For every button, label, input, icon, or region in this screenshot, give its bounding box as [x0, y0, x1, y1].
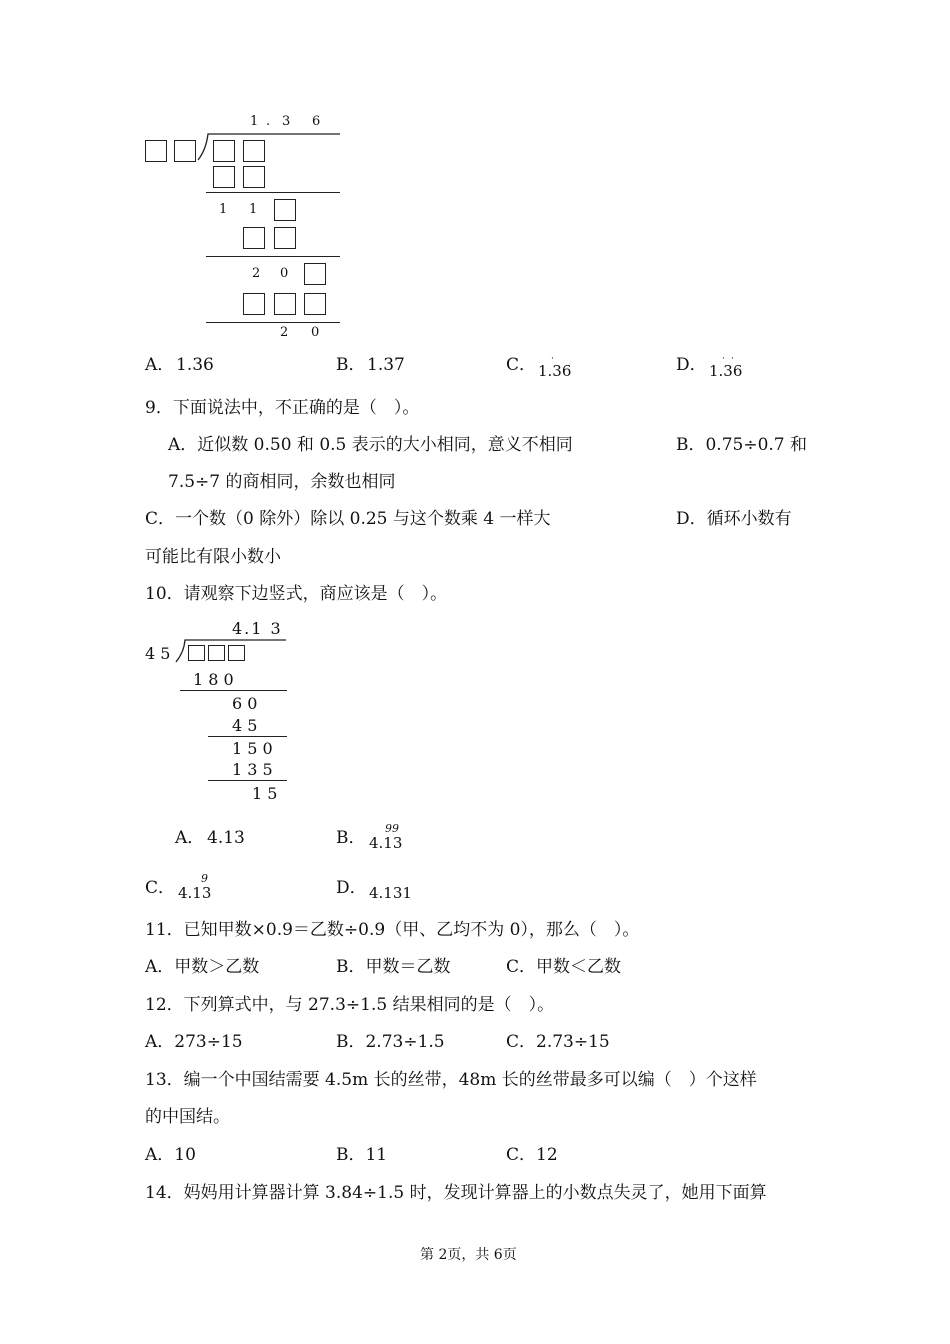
q8-option-d-label: D．	[676, 355, 707, 375]
q10-stem: 10．请观察下边竖式，商应该是（ ）。	[145, 584, 448, 604]
q8-option-c[interactable]: 1.36	[538, 362, 572, 380]
q10-option-a[interactable]: 4.13	[207, 828, 245, 848]
q14-stem: 14．妈妈用计算器计算 3.84÷1.5 时，发现计算器上的小数点失灵了，她用下面算	[145, 1183, 767, 1203]
q9-option-b-cont: 7.5÷7 的商相同，余数也相同	[168, 472, 396, 492]
q10-option-b-sup: 99	[385, 822, 399, 835]
q11-option-b[interactable]: B．甲数＝乙数	[336, 957, 451, 977]
q8-digit: 1	[249, 202, 258, 217]
repeating-dot: ·	[551, 354, 554, 364]
q10-row: 1 8 0	[193, 670, 234, 689]
repeating-dot: ·	[731, 354, 734, 364]
q9-option-d[interactable]: D．循环小数有	[676, 509, 792, 529]
q11-option-a[interactable]: A．甲数＞乙数	[145, 957, 260, 977]
q10-row: 1 3 5	[232, 760, 273, 779]
q10-option-d[interactable]: 4.131	[369, 884, 412, 902]
q10-line	[180, 690, 287, 691]
q10-option-c-label: C．	[145, 878, 176, 898]
q10-line	[208, 780, 287, 781]
q8-remainder-digit: 2	[280, 325, 289, 340]
q10-option-a-label: A．	[175, 828, 205, 848]
q10-dividend-box[interactable]	[188, 645, 205, 661]
q9-option-b[interactable]: B．0.75÷0.7 和	[676, 435, 808, 455]
q8-option-c-label: C．	[506, 355, 537, 375]
q12-option-a[interactable]: A．273÷15	[145, 1032, 243, 1052]
q8-digit: 2	[252, 266, 261, 281]
q8-remainder-digit: 0	[311, 325, 320, 340]
q8-option-a[interactable]: 1.36	[176, 355, 214, 375]
repeating-dot: ·	[722, 354, 725, 364]
q10-line	[208, 736, 287, 737]
q8-quotient-digit: 1	[250, 114, 259, 129]
q13-stem: 13．编一个中国结需要 4.5m 长的丝带，48m 长的丝带最多可以编（ ）个这样	[145, 1070, 757, 1090]
q9-option-a[interactable]: A．近似数 0.50 和 0.5 表示的大小相同，意义不相同	[168, 435, 573, 455]
q10-row: 6 0	[232, 694, 258, 713]
q10-option-c[interactable]: 4.13	[178, 884, 212, 902]
q8-digit: 1	[219, 202, 228, 217]
q8-digit: 0	[280, 266, 289, 281]
q10-option-d-label: D．	[336, 878, 367, 898]
q10-option-b[interactable]: 4.13	[369, 834, 403, 852]
q13-option-a[interactable]: A．10	[145, 1145, 196, 1165]
q11-stem: 11．已知甲数×0.9＝乙数÷0.9（甲、乙均不为 0），那么（ ）。	[145, 920, 640, 940]
q10-dividend-box[interactable]	[208, 645, 225, 661]
q10-row: 1 5 0	[232, 739, 273, 758]
q8-option-b-label: B．	[336, 355, 366, 375]
q9-stem: 9．下面说法中，不正确的是（ ）。	[145, 398, 420, 418]
q12-stem: 12．下列算式中，与 27.3÷1.5 结果相同的是（ ）。	[145, 995, 555, 1015]
q10-quotient: 4.1 3	[232, 619, 283, 638]
q8-option-a-label: A．	[145, 355, 175, 375]
q10-row: 1 5	[252, 784, 278, 803]
q13-stem-cont: 的中国结。	[145, 1107, 230, 1127]
q8-option-b[interactable]: 1.37	[367, 355, 405, 375]
q10-row: 4 5	[232, 716, 258, 735]
q9-option-c[interactable]: C．一个数（0 除外）除以 0.25 与这个数乘 4 一样大	[145, 509, 551, 529]
q12-option-c[interactable]: C．2.73÷15	[506, 1032, 610, 1052]
q8-quotient-point: .	[266, 114, 271, 129]
q10-dividend-box[interactable]	[228, 645, 245, 661]
q8-quotient-digit: 6	[312, 114, 321, 129]
q10-option-c-sup: 9	[201, 872, 208, 885]
q13-option-b[interactable]: B．11	[336, 1145, 388, 1165]
q10-option-b-label: B．	[336, 828, 366, 848]
q8-option-d[interactable]: 1.36	[709, 362, 743, 380]
q9-option-d-cont: 可能比有限小数小	[145, 547, 281, 567]
page-footer: 第 2页，共 6页	[420, 1247, 517, 1263]
q8-quotient-digit: 3	[282, 114, 291, 129]
q12-option-b[interactable]: B．2.73÷1.5	[336, 1032, 445, 1052]
q13-option-c[interactable]: C．12	[506, 1145, 558, 1165]
q10-divisor: 4 5	[145, 644, 171, 663]
q11-option-c[interactable]: C．甲数＜乙数	[506, 957, 622, 977]
